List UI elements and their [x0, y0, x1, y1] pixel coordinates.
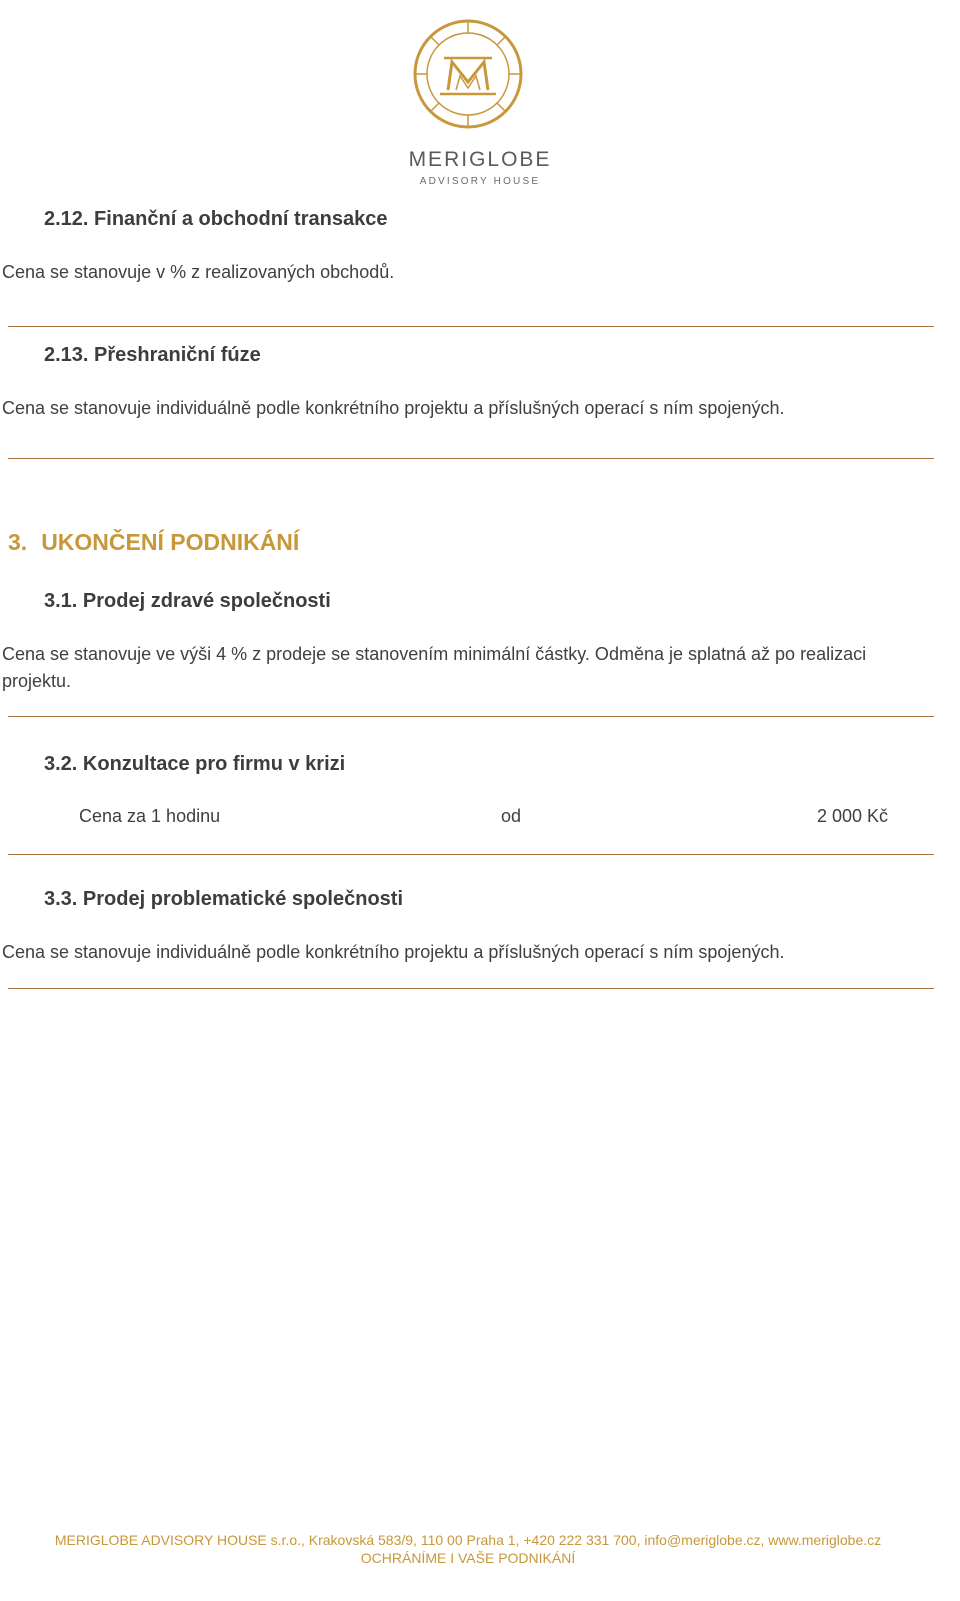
section-3-3-heading: 3.3. Prodej problematické společnosti	[44, 888, 404, 910]
divider	[8, 326, 934, 327]
section-3-1-text: Cena se stanovuje ve výši 4 % z prodeje se stanovením minimální částky. Odměna je splatná až po realizaci projektu.	[2, 644, 867, 691]
price-value: 2 000 Kč	[817, 806, 889, 826]
section-3-1-heading: 3.1. Prodej zdravé společnosti	[44, 590, 331, 612]
company-logo	[400, 18, 560, 194]
section-3-number: 3.	[8, 529, 28, 555]
divider	[8, 854, 934, 855]
section-2-12-text: Cena se stanovuje v % z realizovaných obchodů.	[2, 262, 395, 282]
section-2-13-heading: 2.13. Přeshraniční fúze	[44, 344, 261, 366]
footer-slogan: OCHRÁNÍME I VAŠE PODNIKÁNÍ	[360, 1550, 576, 1566]
footer-contact: MERIGLOBE ADVISORY HOUSE s.r.o., Krakovská 583/9, 110 00 Praha 1, +420 222 331 700, info@meriglobe.cz, www.meriglobe.cz	[54, 1532, 882, 1548]
section-2-12-heading: 2.12. Finanční a obchodní transakce	[44, 208, 388, 230]
logo-emblem-icon	[400, 18, 560, 138]
price-item-label: Cena za 1 hodinu	[79, 806, 221, 826]
divider	[8, 988, 934, 989]
section-2-13-text: Cena se stanovuje individuálně podle konkrétního projektu a příslušných operací s ním spojených.	[2, 398, 785, 418]
section-3-2-heading: 3.2. Konzultace pro firmu v krizi	[44, 753, 346, 775]
section-3-3-text: Cena se stanovuje individuálně podle konkrétního projektu a příslušných operací s ním spojených.	[2, 942, 785, 962]
section-3-title	[8, 529, 299, 556]
divider	[8, 458, 934, 459]
logo-tagline: ADVISORY HOUSE	[419, 176, 541, 187]
divider	[8, 716, 934, 717]
section-3-title-text: UKONČENÍ PODNIKÁNÍ	[41, 529, 300, 555]
logo-wordmark: MERIGLOBE	[408, 148, 552, 171]
price-from-label: od	[501, 806, 522, 826]
